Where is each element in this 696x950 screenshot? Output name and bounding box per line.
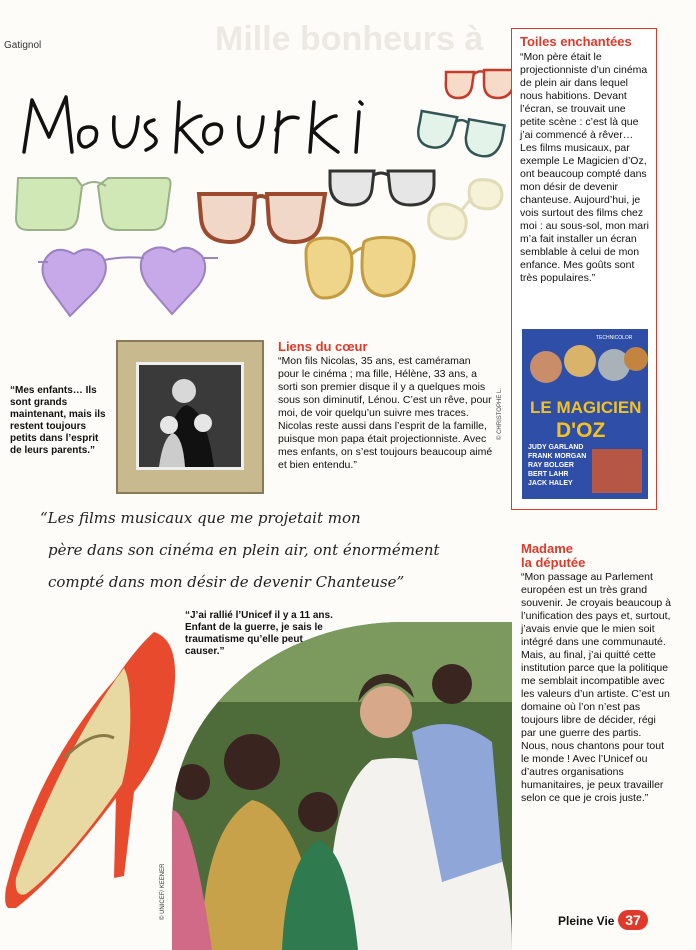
unicef-caption: “J’ai rallié l’Unicef il y a 11 ans. Enfant de la guerre, je sais le traumatisme qu’elle peut causer.” bbox=[185, 610, 333, 657]
handwritten-line-2: père dans son cinéma en plein air, ont énormément bbox=[48, 541, 440, 559]
heart-sunglasses bbox=[36, 238, 221, 328]
handwritten-line-3: compté dans mon désir de devenir Chanteuse” bbox=[48, 573, 405, 591]
green-sunglasses bbox=[12, 170, 177, 240]
madame-title bbox=[521, 542, 585, 570]
wizard-of-oz-poster bbox=[522, 329, 648, 499]
poster-cast: FRANK MORGAN bbox=[528, 453, 587, 460]
madame-title-line-1: Madame bbox=[521, 541, 574, 556]
poster-cast: RAY BOLGER bbox=[528, 462, 574, 469]
clear-sunglasses bbox=[422, 176, 508, 250]
photo-credit: Gatignol bbox=[4, 40, 42, 51]
poster-title-2: D'OZ bbox=[556, 419, 606, 442]
toiles-box bbox=[511, 28, 657, 510]
shoe-image bbox=[4, 628, 182, 908]
red-sunglasses bbox=[442, 64, 518, 104]
teal-sunglasses bbox=[414, 112, 506, 160]
unicef-credit: © UNICEF/ KEENER bbox=[160, 863, 166, 920]
unicef-photo bbox=[172, 622, 512, 950]
amber-sunglasses bbox=[300, 232, 418, 304]
poster-cast: JACK HALEY bbox=[528, 480, 573, 487]
toiles-title: Toiles enchantées bbox=[520, 34, 632, 49]
page-number: 37 bbox=[618, 910, 648, 930]
ghost-title: Mille bonheurs à bbox=[215, 20, 484, 58]
poster-cast: BERT LAHR bbox=[528, 471, 569, 478]
poster-credit: © CHRISTOPHE L. bbox=[497, 388, 503, 440]
family-photo-frame bbox=[116, 340, 264, 494]
poster-cast: JUDY GARLAND bbox=[528, 444, 584, 451]
magazine-name: Pleine Vie bbox=[558, 914, 615, 928]
poster-banner: TECHNICOLOR bbox=[596, 335, 633, 341]
handwritten-quote bbox=[34, 495, 504, 605]
madame-title-line-2: la députée bbox=[521, 555, 586, 570]
family-photo bbox=[136, 362, 244, 470]
signature bbox=[14, 82, 414, 162]
family-caption: “Mes enfants… Ils sont grands maintenant, mais ils restent toujours petits dans l’esprit de leurs parents.” bbox=[10, 385, 106, 456]
toiles-body: “Mon père était le projectionniste d’un cinéma de plein air dans lequel nous habitions. Devant l’écran, se trouvait une petite scène : c’est là que j’ai commencé à rêver… Les films musicaux, par exemple Le Magicien d’Oz, ont beaucoup compté dans mon désir de devenir chanteuse. Aujourd’hui, je vois surtout des films chez moi : au sous-sol, mon mari m’a fait installer un écran semblable à celui de mon enfance. Mes goûts sont très populaires.” bbox=[520, 51, 649, 284]
handwritten-line-1: “Les films musicaux que me projetait mon bbox=[40, 509, 361, 527]
poster-title-1: LE MAGICIEN bbox=[530, 398, 642, 417]
liens-title: Liens du cœur bbox=[278, 339, 368, 354]
madame-body: “Mon passage au Parlement européen est un très grand souvenir. Je croyais beaucoup à l’unification des pays et, surtout, j’avais envie que le mien soit intégré dans une communauté. Mais, au final, j’ai quitté cette institution parce que la politique me semblait incompatible avec les valeurs d’un artiste. C’est un domaine où l’on n’est pas toujours libre de décider, régi par une guerre des partis. Nous, nous chantons pour tout le monde ! Avec l’Unicef ou d’autres organisations humanitaires, je peux travailler selon ce que je crois juste.” bbox=[521, 571, 672, 804]
liens-body: “Mon fils Nicolas, 35 ans, est caméraman pour le cinéma ; ma fille, Hélène, 33 ans, a sorti son premier disque il y a quelques mois sous son diminutif, Lénou. C’est un rêve, pour moi, de voir quelqu’un suivre mes traces. Nicolas reste aussi dans l’esprit de la famille, puisque mon papa était projectionniste. Avec mes enfants, on s’est toujours beaucoup aimé et bien entendu.” bbox=[278, 355, 493, 471]
